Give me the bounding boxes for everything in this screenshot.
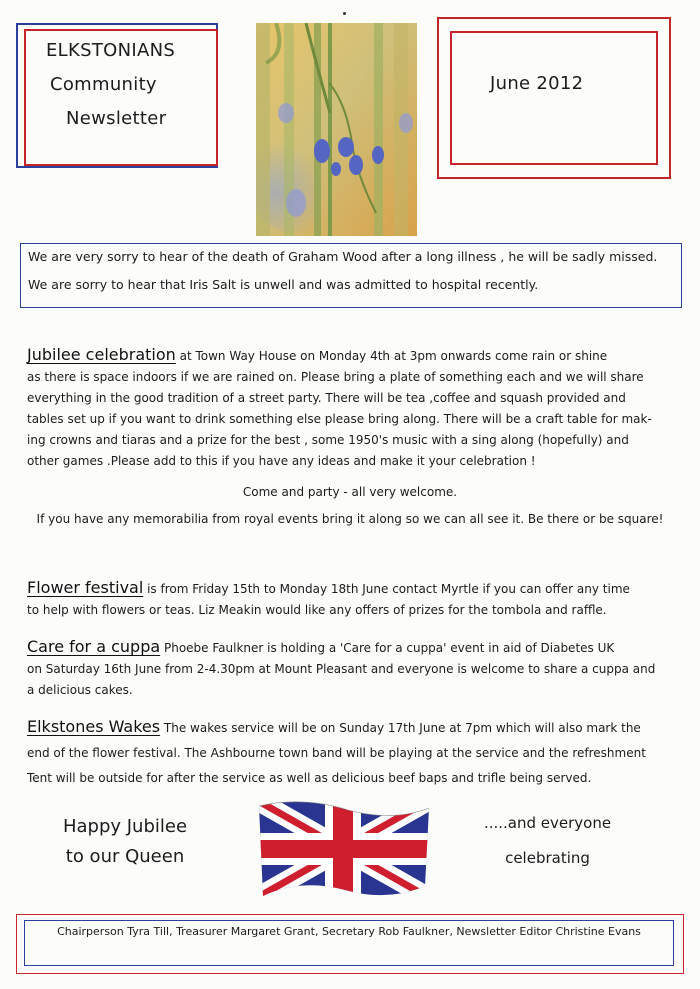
everyone-line: .....and everyone <box>483 814 612 832</box>
celebrating-line: celebrating <box>505 849 590 867</box>
happy-jubilee-message <box>40 812 210 872</box>
newsletter-title-line-2: Community <box>50 74 157 95</box>
come-and-party-line: Come and party - all very welcome. <box>242 485 458 499</box>
wakes-line-2: end of the flower festival. The Ashbourne town band will be playing at the service and the refreshment <box>27 746 646 760</box>
cuppa-line-1: Phoebe Faulkner is holding a 'Care for a cuppa' event in aid of Diabetes UK <box>160 641 615 655</box>
jubilee-heading: Jubilee celebration <box>27 345 176 364</box>
newsletter-title-line-3: Newsletter <box>66 108 167 129</box>
jubilee-line-5: ing crowns and tiaras and a prize for the best , some 1950's music with a sing along (hopefully) and <box>27 433 629 447</box>
wakes-line-3: Tent will be outside for after the service as well as delicious beef baps and trifle being served. <box>27 771 592 785</box>
cuppa-line-2: on Saturday 16th June from 2-4.30pm at Mount Pleasant and everyone is welcome to share a cuppa and <box>27 662 656 676</box>
care-for-a-cuppa-heading: Care for a cuppa <box>27 637 161 656</box>
elkstones-wakes-section <box>27 714 667 791</box>
date-box-inner-border <box>450 31 658 165</box>
happy-jubilee-line-1: Happy Jubilee <box>62 816 188 837</box>
flower-line-1: is from Friday 15th to Monday 18th June contact Myrtle if you can offer any time <box>143 582 630 596</box>
flower-festival-heading: Flower festival <box>27 578 144 597</box>
jubilee-section <box>27 344 667 472</box>
committee-footer: Chairperson Tyra Till, Treasurer Margaret Grant, Secretary Rob Faulkner, Newsletter Editor Christine Evans <box>57 925 641 938</box>
wakes-line-1: The wakes service will be on Sunday 17th June at 7pm which will also mark the <box>160 721 641 735</box>
issue-date: June 2012 <box>490 73 584 94</box>
happy-jubilee-line-2: to our Queen <box>65 846 185 867</box>
notice-line-2: We are sorry to hear that Iris Salt is unwell and was admitted to hospital recently. <box>28 277 539 292</box>
elkstones-wakes-heading: Elkstones Wakes <box>27 717 161 736</box>
jubilee-line-2: as there is space indoors if we are rained on. Please bring a plate of something each and we will share <box>27 370 644 384</box>
jubilee-line-3: everything in the good tradition of a street party. There will be tea ,coffee and squash provided and <box>27 391 626 405</box>
flower-festival-section <box>27 577 667 621</box>
flower-line-2: to help with flowers or teas. Liz Meakin would like any offers of prizes for the tombola and raffle. <box>27 603 607 617</box>
jubilee-line-1: at Town Way House on Monday 4th at 3pm onwards come rain or shine <box>175 349 608 363</box>
jubilee-line-6: other games .Please add to this if you have any ideas and make it your celebration ! <box>27 454 536 468</box>
bluebell-photo <box>256 23 417 236</box>
jubilee-line-4: tables set up if you want to drink something else please bring along. There will be a craft table for mak- <box>27 412 652 426</box>
cuppa-line-3: a delicious cakes. <box>27 683 133 697</box>
everyone-celebrating-message <box>460 806 635 876</box>
care-for-a-cuppa-section <box>27 636 667 701</box>
union-jack-flag <box>253 798 433 900</box>
notice-line-1: We are very sorry to hear of the death of Graham Wood after a long illness , he will be sadly missed. <box>28 249 658 264</box>
newsletter-title-line-1: ELKSTONIANS <box>46 40 176 61</box>
scan-mark <box>343 12 346 15</box>
memorabilia-line: If you have any memorabilia from royal events bring it along so we can all see it. Be there or be square! <box>36 512 664 526</box>
